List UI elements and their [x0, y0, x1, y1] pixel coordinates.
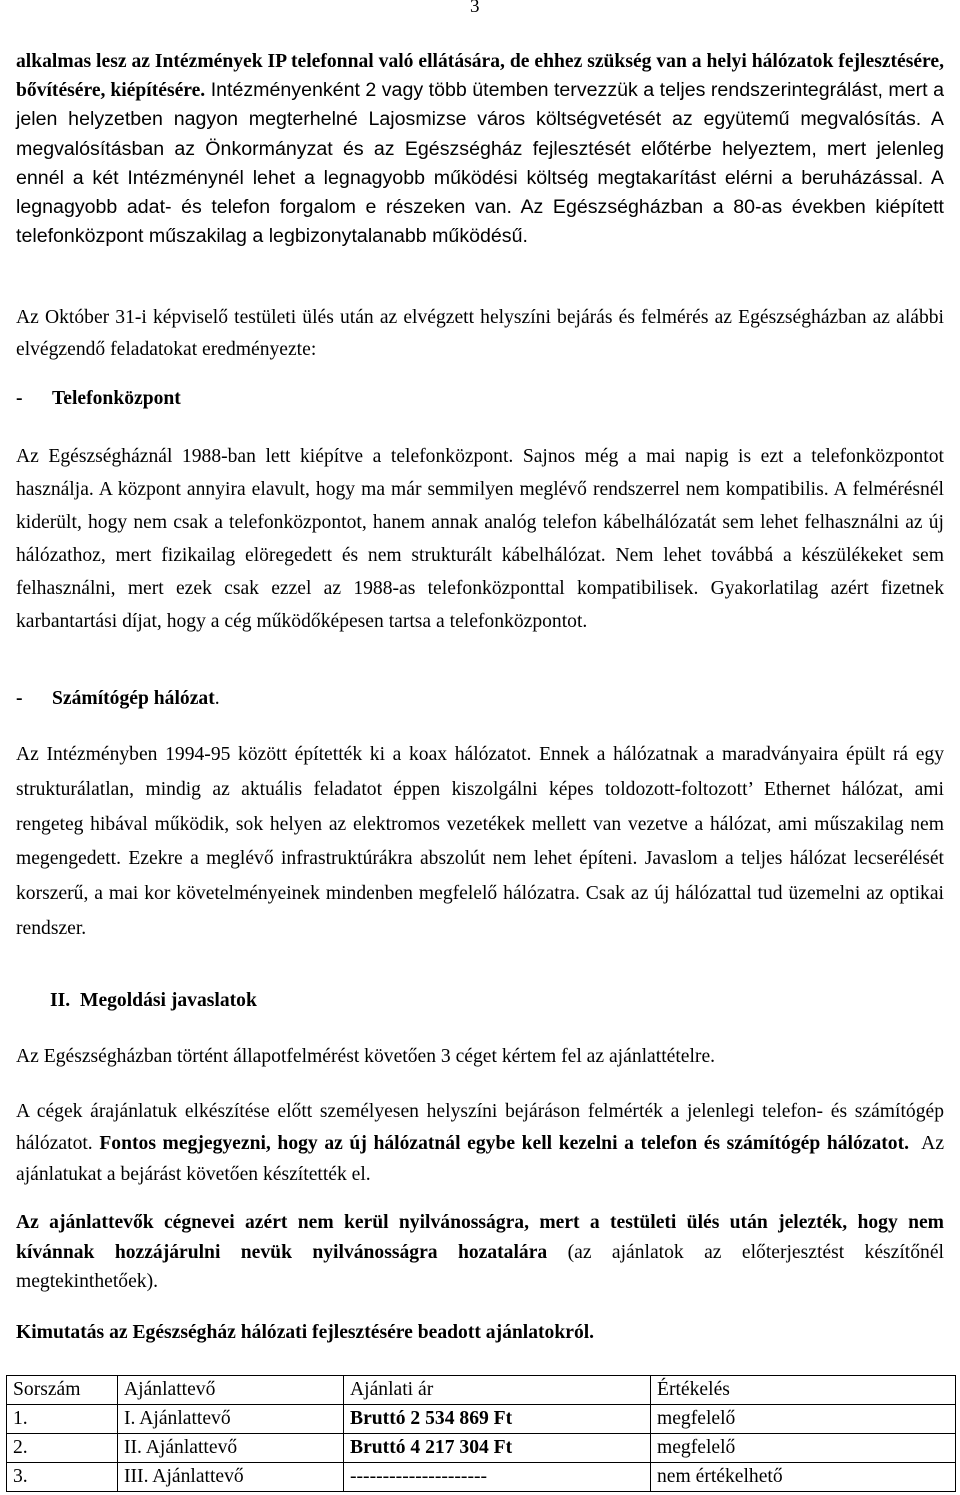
table-header-cell: Értékelés — [651, 1376, 956, 1405]
table-header-cell: Sorszám — [7, 1376, 118, 1405]
paragraph-cegnevek-bold: Az ajánlattevők cégnevei azért nem kerül nyilvánosságra, mert a testületi ülés után jelezték, hogy nem kívánnak hozzájárulni nevük nyilvánosságra hozatalára — [16, 1212, 944, 1263]
heading-suffix: . — [214, 688, 220, 709]
table-row — [7, 1434, 956, 1463]
table-header-cell: Ajánlattevő — [118, 1376, 344, 1405]
heading-telefonkozpont — [16, 388, 181, 410]
heading-dash: - — [16, 688, 23, 709]
paragraph-cegnevek — [16, 1208, 944, 1297]
paragraph-arajanlat-bold: Fontos megjegyezni, hogy az új hálózatnál egybe kell kezelni a telefon és számítógép hálózatot. — [99, 1132, 910, 1154]
paragraph-intro — [16, 48, 944, 251]
table-cell-sorszam: 2. — [7, 1434, 118, 1463]
paragraph-intro-rest: Intézményenként 2 vagy több ütemben tervezzük a teljes rendszerintegrálást, mert a jelen helyzetben nagyon megterhelné Lajosmizse város költségvetését az együtemű megvalósítás. A megvalósításban az Önkormányzat és az Egészségház fejlesztését előtérbe helyeztem, mert jelenleg ennél a két Intézménynél lehet a legnagyobb működési költség megtakarítást elérni a beruházással. A legnagyobb adat- és telefon forgalom e részeken van. Az Egészségházban a 80-as években kiépített telefonközpont műszakilag a legbizonytalanabb működésű. — [16, 79, 944, 248]
table-cell-ajanlattevo: II. Ajánlattevő — [118, 1434, 344, 1463]
table-cell-ar: --------------------- — [344, 1463, 651, 1492]
table-cell-sorszam: 3. — [7, 1463, 118, 1492]
table-cell-ertekeles: nem értékelhető — [651, 1463, 956, 1492]
table-header-cell: Ajánlati ár — [344, 1376, 651, 1405]
paragraph-cegnevek-normal: (az ajánlatok az előterjesztést készítőnél megtekinthetőek). — [16, 1241, 944, 1292]
heading-szamitogep-text: Számítógép hálózat — [52, 688, 215, 709]
table-header-row — [7, 1376, 956, 1405]
table-row — [7, 1405, 956, 1434]
table-cell-ertekeles: megfelelő — [651, 1434, 956, 1463]
paragraph-arajanlat — [16, 1096, 949, 1191]
heading-megoldasi-javaslatok: II. Megoldási javaslatok — [50, 990, 257, 1011]
paragraph-survey: Az Október 31-i képviselő testületi ülés után az elvégzett helyszíni bejárás és felmérés az Egészségházban az alábbi elvégzendő feladatokat eredményezte: — [16, 307, 944, 360]
paragraph-intro-bold: alkalmas lesz az Intézmények IP telefonnal való ellátására, de ehhez szükség van a helyi hálózatok fejlesztésére, bővítésére, kiépítésére. — [16, 51, 944, 102]
heading-telefonkozpont-text: Telefonközpont — [52, 388, 181, 409]
table-cell-ar: Bruttó 2 534 869 Ft — [344, 1405, 651, 1434]
paragraph-arajanlat-start: A cégek árajánlatuk elkészítése előtt személyesen helyszíni bejáráson felmérték a jelenlegi telefon- és számítógép hálózatot. — [16, 1101, 944, 1154]
paragraph-ajanlattetel: Az Egészségházban történt állapotfelmérést követően 3 céget kértem fel az ajánlattételre. — [16, 1046, 716, 1067]
table-cell-sorszam: 1. — [7, 1405, 118, 1434]
heading-dash: - — [16, 388, 23, 409]
paragraph-arajanlat-end: Az ajánlatukat a bejárást követően készítették el. — [16, 1132, 949, 1185]
offers-table — [6, 1375, 956, 1492]
heading-szamitogep-halozat — [16, 688, 220, 710]
paragraph-telefonkozpont: Az Egészségháznál 1988-ban lett kiépítve a telefonközpont. Sajnos még a mai napig is ezt a telefonközpontot használja. A központ annyira elavult, hogy ma már semmilyen meglévő rendszerrel nem kompatibilis. A felmérésnél kiderült, hogy nem csak a telefonközpontot, hanem annak analóg telefon kábelhálózatát sem lehet felhasználni az új hálózathoz, mert fizikailag elöregedett és nem strukturált kábelhálózat. Nem lehet továbbá a készülékeket sem felhasználni, mert ezek csak ezzel az 1988-as telefonközponttal kompatibilisek. Gyakorlatilag azért fizetnek karbantartási díjat, hogy a cég működőképesen tartsa a telefonközpontot. — [16, 446, 944, 632]
table-cell-ajanlattevo: I. Ajánlattevő — [118, 1405, 344, 1434]
table-cell-ertekeles: megfelelő — [651, 1405, 956, 1434]
table-row — [7, 1463, 956, 1492]
table-cell-ajanlattevo: III. Ajánlattevő — [118, 1463, 344, 1492]
table-cell-ar: Bruttó 4 217 304 Ft — [344, 1434, 651, 1463]
paragraph-szamitogep-halozat: Az Intézményben 1994-95 között építették ki a koax hálózatot. Ennek a hálózatnak a maradványaira épült rá egy strukturálatlan, mindig az aktuális feladatot éppen kiszolgálni képes toldozott-foltozott’ Ethernet hálózat, ami rengeteg hibával működik, sok helyen az elektromos vezetékek mellett van vezetve a hálózat, ami műszakilag nem megengedett. Ezekre a meglévő infrastruktúrákra abszolút nem lehet építeni. Javaslom a teljes hálózat lecserélését korszerű, a mai kor követelményeinek mindenben megfelelő hálózatra. Csak az új hálózattal tud üzemelni az optikai rendszer. — [16, 744, 944, 939]
page-number: 3 — [470, 0, 480, 17]
heading-kimutatas: Kimutatás az Egészségház hálózati fejlesztésére beadott ajánlatokról. — [16, 1322, 595, 1343]
